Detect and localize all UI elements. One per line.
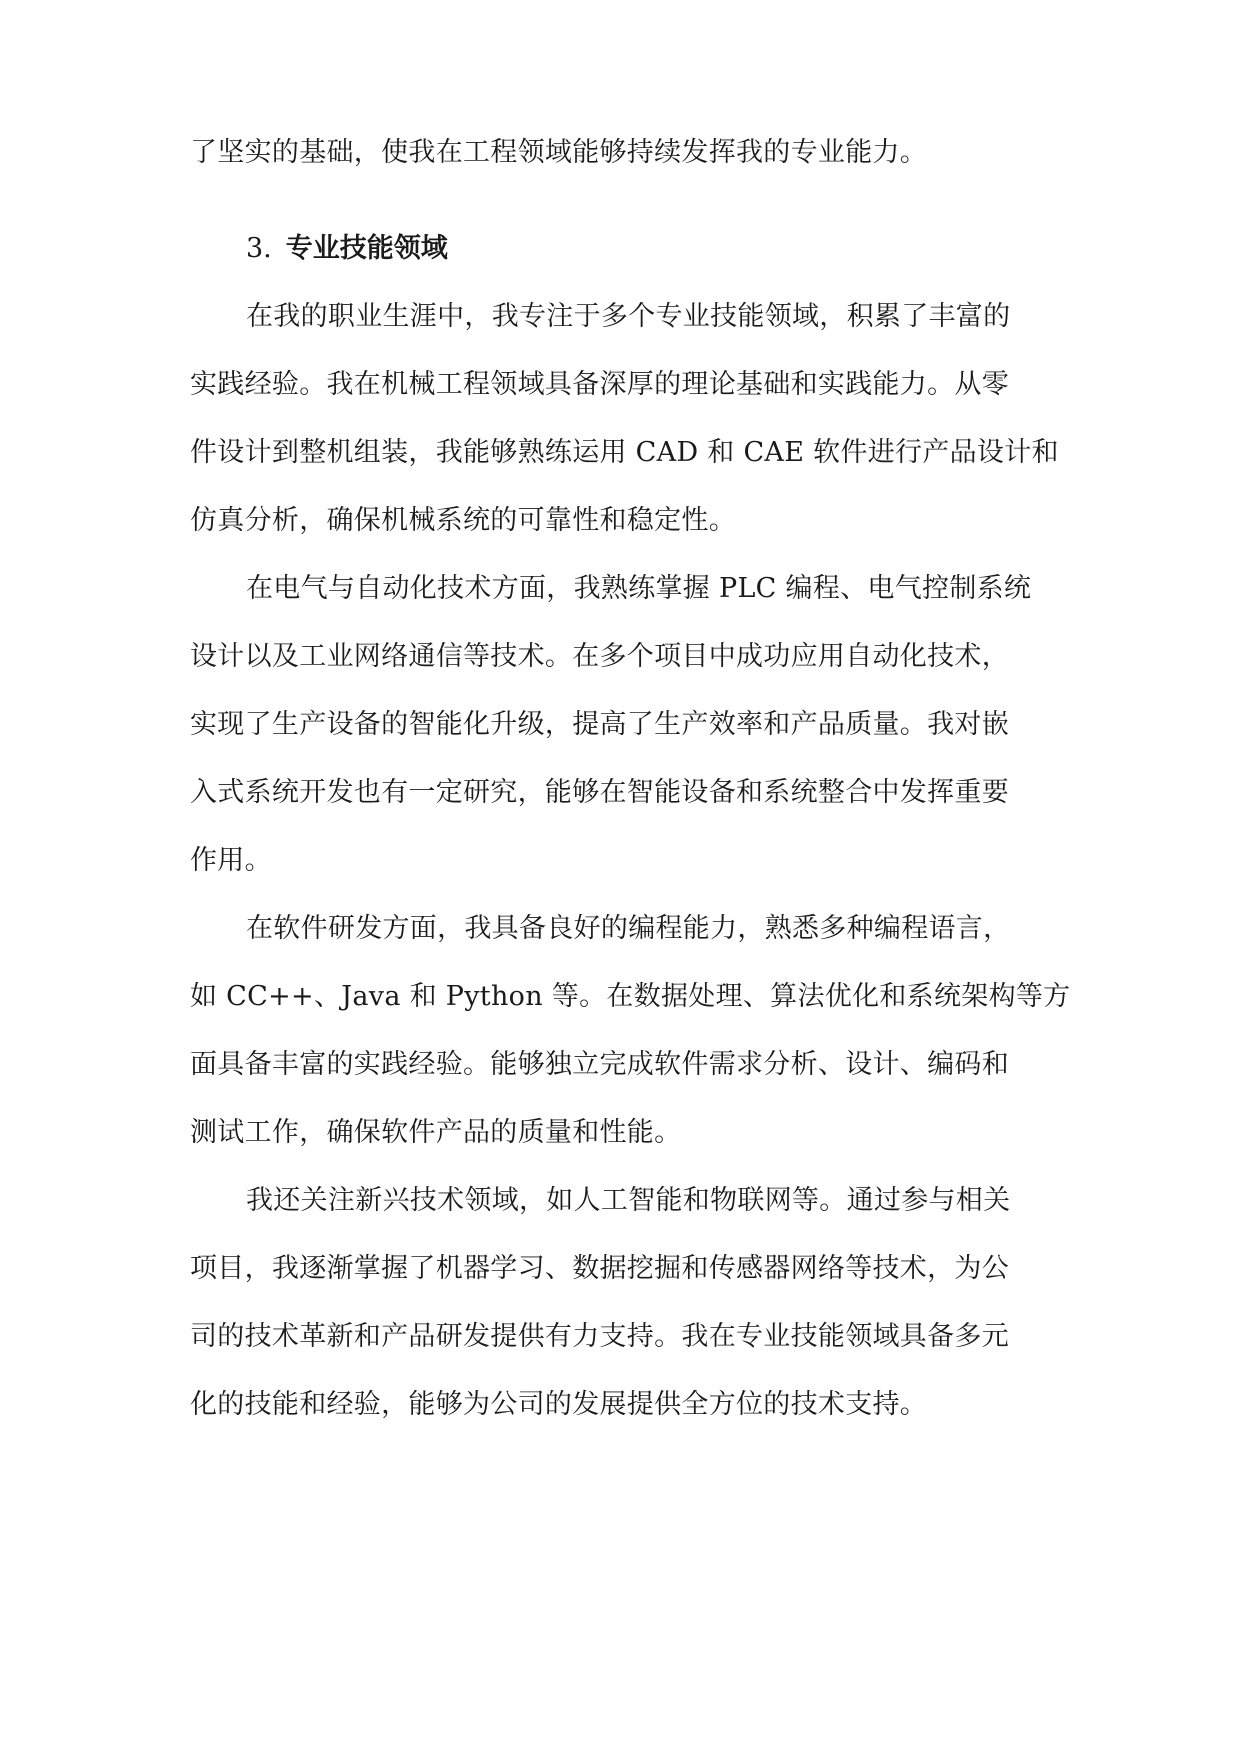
paragraph-line: 如 CC++、Java 和 Python 等。在数据处理、算法优化和系统架构等方 <box>190 981 1071 1012</box>
paragraph-line: 我还关注新兴技术领域，如人工智能和物联网等。通过参与相关 <box>246 1185 1011 1216</box>
paragraph-line: 在软件研发方面，我具备良好的编程能力，熟悉多种编程语言， <box>246 913 1011 944</box>
paragraph-line: 实践经验。我在机械工程领域具备深厚的理论基础和实践能力。从零 <box>190 369 1009 400</box>
paragraph-line: 件设计到整机组装，我能够熟练运用 CAD 和 CAE 软件进行产品设计和 <box>190 437 1059 468</box>
paragraph-line: 司的技术革新和产品研发提供有力支持。我在专业技能领域具备多元 <box>190 1321 1009 1352</box>
section-heading <box>246 229 448 269</box>
paragraph-line: 仿真分析，确保机械系统的可靠性和稳定性。 <box>190 505 736 536</box>
paragraph-line: 化的技能和经验，能够为公司的发展提供全方位的技术支持。 <box>190 1389 928 1420</box>
paragraph-line: 了坚实的基础，使我在工程领域能够持续发挥我的专业能力。 <box>190 137 928 168</box>
section-number: 3. <box>246 233 272 264</box>
paragraph-line: 实现了生产设备的智能化升级，提高了生产效率和产品质量。我对嵌 <box>190 709 1009 740</box>
paragraph-line: 在电气与自动化技术方面，我熟练掌握 PLC 编程、电气控制系统 <box>246 573 1032 604</box>
paragraph-line: 在我的职业生涯中，我专注于多个专业技能领域，积累了丰富的 <box>246 301 1011 332</box>
paragraph-line: 设计以及工业网络通信等技术。在多个项目中成功应用自动化技术， <box>190 641 1009 672</box>
paragraph-line: 入式系统开发也有一定研究，能够在智能设备和系统整合中发挥重要 <box>190 777 1009 808</box>
section-title: 专业技能领域 <box>285 233 448 264</box>
paragraph-line: 作用。 <box>190 845 272 876</box>
paragraph-line: 面具备丰富的实践经验。能够独立完成软件需求分析、设计、编码和 <box>190 1049 1009 1080</box>
paragraph-line: 测试工作，确保软件产品的质量和性能。 <box>190 1117 682 1148</box>
paragraph-line: 项目，我逐渐掌握了机器学习、数据挖掘和传感器网络等技术，为公 <box>190 1253 1009 1284</box>
